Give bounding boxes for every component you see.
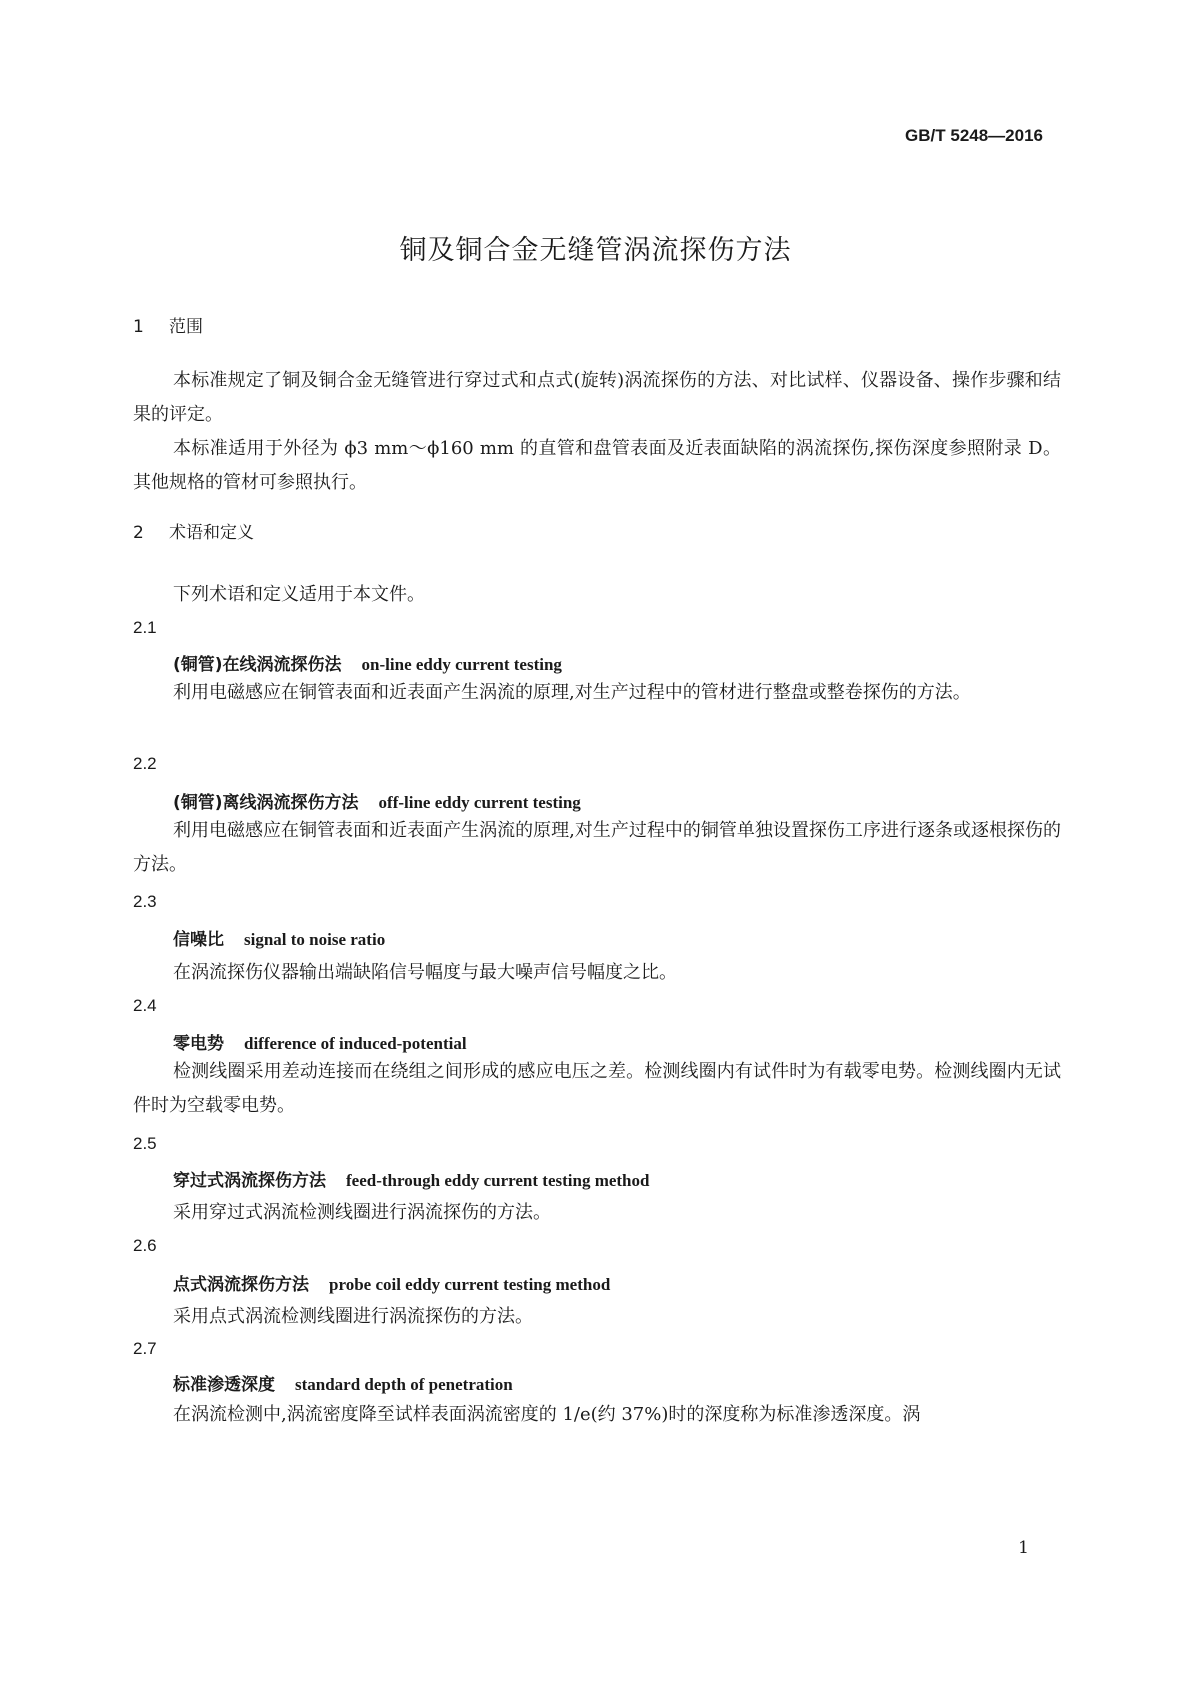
term-definition: 在涡流检测中,涡流密度降至试样表面涡流密度的 1/e(约 37%)时的深度称为标准渗透深度。涡	[173, 1404, 921, 1425]
page-number: 1	[1018, 1538, 1029, 1558]
term-title	[173, 1370, 513, 1395]
section-2-heading	[133, 518, 254, 543]
term-title	[173, 1270, 610, 1295]
term-cn: (铜管)离线涡流探伤方法	[173, 793, 359, 813]
term-number: 2.7	[133, 1339, 157, 1358]
term-definition: 在涡流探伤仪器输出端缺陷信号幅度与最大噪声信号幅度之比。	[173, 962, 677, 983]
term-cn: 点式涡流探伤方法	[173, 1275, 309, 1295]
standard-number: GB/T 5248—2016	[905, 126, 1043, 145]
term-number: 2.2	[133, 754, 157, 773]
term-title	[173, 925, 385, 950]
term-number: 2.5	[133, 1134, 157, 1153]
section-number: 1	[133, 317, 144, 337]
paragraph: 本标准适用于外径为 ϕ3 mm～ϕ160 mm 的直管和盘管表面及近表面缺陷的涡流探伤,探伤深度参照附录 D。其他规格的管材可参照执行。	[133, 438, 1061, 493]
term-cn: (铜管)在线涡流探伤法	[173, 655, 342, 675]
term-definition: 采用穿过式涡流检测线圈进行涡流探伤的方法。	[173, 1202, 551, 1223]
section-title: 范围	[169, 317, 203, 337]
term-definition: 检测线圈采用差动连接而在绕组之间形成的感应电压之差。检测线圈内有试件时为有载零电势。检测线圈内无试件时为空载零电势。	[133, 1061, 1061, 1116]
section-1-heading	[133, 312, 203, 337]
term-number: 2.4	[133, 996, 157, 1015]
page-title: 铜及铜合金无缝管涡流探伤方法	[399, 235, 792, 266]
term-en: difference of induced-potential	[244, 1034, 467, 1053]
paragraph: 本标准规定了铜及铜合金无缝管进行穿过式和点式(旋转)涡流探伤的方法、对比试样、仪器设备、操作步骤和结果的评定。	[133, 370, 1061, 425]
term-cn: 标准渗透深度	[173, 1375, 275, 1395]
term-cn: 穿过式涡流探伤方法	[173, 1171, 326, 1191]
term-definition: 利用电磁感应在铜管表面和近表面产生涡流的原理,对生产过程中的铜管单独设置探伤工序进行逐条或逐根探伤的方法。	[133, 820, 1061, 875]
term-cn: 零电势	[173, 1034, 224, 1054]
term-title	[173, 1029, 467, 1054]
term-number: 2.6	[133, 1236, 157, 1255]
term-number: 2.3	[133, 892, 157, 911]
term-definition: 利用电磁感应在铜管表面和近表面产生涡流的原理,对生产过程中的管材进行整盘或整卷探伤的方法。	[173, 682, 971, 703]
term-en: feed-through eddy current testing method	[346, 1171, 650, 1190]
term-en: standard depth of penetration	[295, 1375, 513, 1394]
term-en: signal to noise ratio	[244, 930, 386, 949]
section-number: 2	[133, 523, 144, 543]
section-title: 术语和定义	[169, 523, 254, 543]
term-title	[173, 788, 581, 813]
term-en: off-line eddy current testing	[378, 793, 581, 812]
term-title	[173, 1166, 649, 1191]
term-en: probe coil eddy current testing method	[329, 1275, 611, 1294]
term-title	[173, 650, 562, 675]
section-intro: 下列术语和定义适用于本文件。	[173, 584, 425, 605]
term-definition: 采用点式涡流检测线圈进行涡流探伤的方法。	[173, 1306, 533, 1327]
term-number: 2.1	[133, 618, 157, 637]
term-en: on-line eddy current testing	[361, 655, 562, 674]
term-cn: 信噪比	[173, 930, 224, 950]
